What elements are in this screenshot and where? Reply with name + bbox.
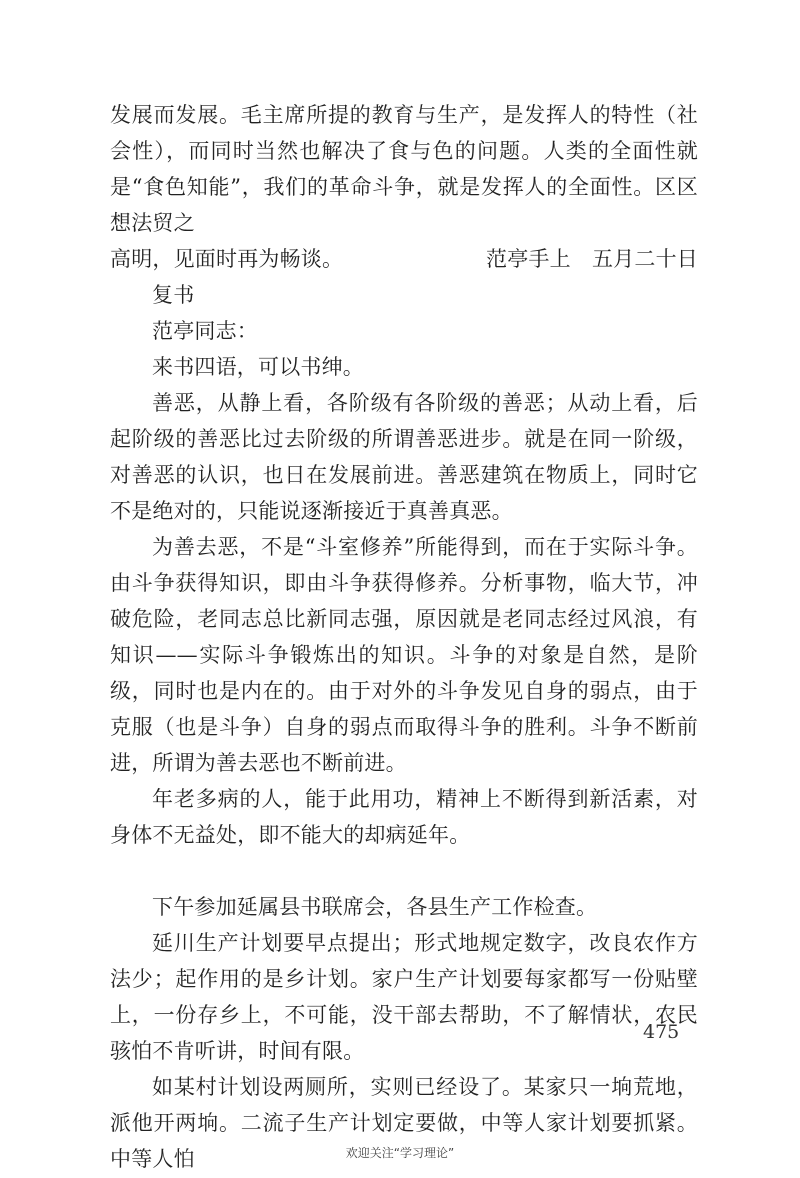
page-number: 475 bbox=[643, 1021, 680, 1043]
reply-paragraph: 善恶，从静上看，各阶级有各阶级的善恶；从动上看，后起阶级的善恶比过去阶级的所谓善恶进步。就是在同一阶级，对善恶的认识，也日在发展前进。善恶建筑在物质上，同时它不是绝对的，只能说逐渐接近于真善真恶。 bbox=[110, 391, 698, 523]
reply-salutation: 范亭同志： bbox=[152, 319, 258, 343]
reply-paragraph: 年老多病的人，能于此用功，精神上不断得到新活素，对身体不无益处，即不能大的却病延年。 bbox=[110, 787, 698, 847]
diary-paragraph: 延川生产计划要早点提出；形式地规定数字，改良农作方法少；起作用的是乡计划。家户生产计划要每家都写一份贴壁上，一份存乡上，不可能，没干部去帮助，不了解情状，农民骇怕不肯听讲，时间有限。 bbox=[110, 931, 698, 1063]
diary-paragraph: 下午参加延属县书联席会，各县生产工作检查。 bbox=[152, 895, 598, 919]
text-body bbox=[110, 97, 698, 1177]
reply-paragraph: 为善去恶，不是“斗室修养”所能得到，而在于实际斗争。由斗争获得知识，即由斗争获得修养。分析事物，临大节，冲破危险，老同志总比新同志强，原因就是老同志经过风浪，有知识——实际斗争锻炼出的知识。斗争的对象是自然，是阶级，同时也是内在的。由于对外的斗争发见自身的弱点，由于克服（也是斗争）自身的弱点而取得斗争的胜利。斗争不断前进，所谓为善去恶也不断前进。 bbox=[110, 535, 698, 775]
reply-heading: 复书 bbox=[152, 283, 195, 307]
letter-signature: 范亭手上 五月二十日 bbox=[486, 247, 698, 271]
footer-note: 欢迎关注“学习理论” bbox=[345, 1146, 455, 1160]
letter-closing-row bbox=[110, 241, 698, 277]
section-gap bbox=[110, 853, 698, 889]
letter-closing-line: 高明，见面时再为畅谈。 bbox=[110, 247, 344, 271]
letter-continuation: 发展而发展。毛主席所提的教育与生产，是发挥人的特性（社会性），而同时当然也解决了食与色的问题。人类的全面性就是“食色知能”，我们的革命斗争，就是发挥人的全面性。区区想法贸之 bbox=[110, 103, 698, 235]
reply-paragraph: 来书四语，可以书绅。 bbox=[152, 355, 364, 379]
diary-paragraph: 如某村计划设两厕所，实则已经设了。某家只一垧荒地，派他开两垧。二流子生产计划定要做，中等人家计划要抓紧。中等人怕 bbox=[110, 1075, 698, 1171]
